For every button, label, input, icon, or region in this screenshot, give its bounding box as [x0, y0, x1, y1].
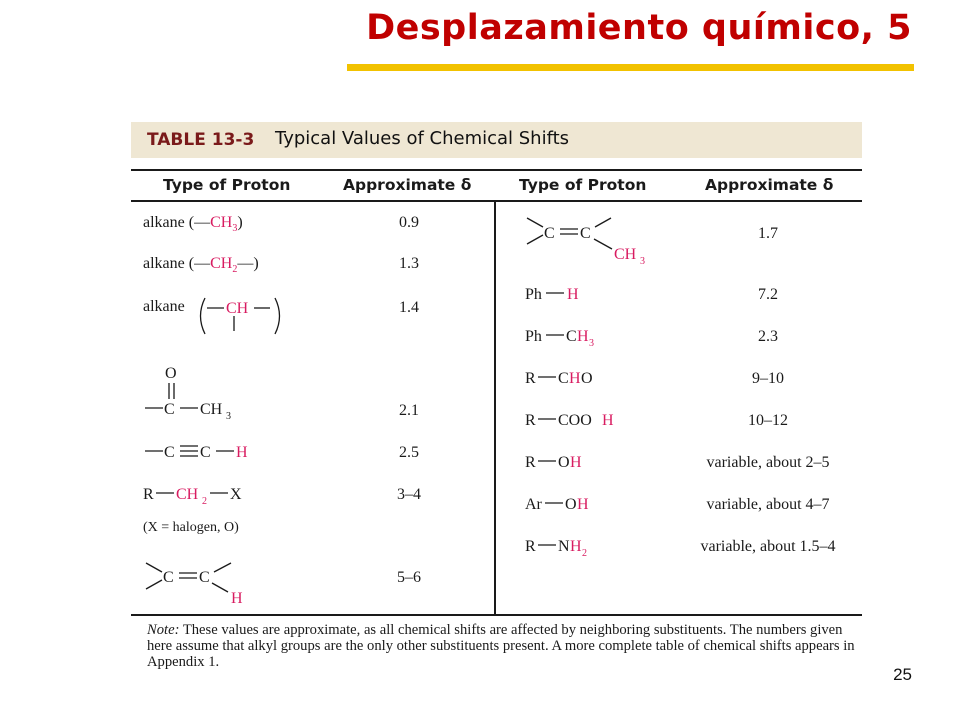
table-caption: Typical Values of Chemical Shifts — [275, 128, 570, 149]
right-row-3-value: 2.3 — [758, 328, 778, 345]
right-row-2-value: 7.2 — [758, 286, 778, 303]
note-text: These values are approximate, as all chemical shifts are affected by neighboring substituents. The numbers given here assume that alkyl groups are the only other substituents present. A more complete table of chemical shifts appears in Appendix 1. — [147, 622, 855, 670]
svg-text:C: C — [558, 370, 569, 387]
svg-text:R: R — [525, 538, 536, 555]
left-row-6-note: (X = halogen, O) — [143, 520, 239, 535]
svg-text:R: R — [525, 412, 536, 429]
left-row-6-value: 3–4 — [397, 486, 421, 503]
svg-text:Ar: Ar — [525, 496, 542, 513]
ketone-structure — [145, 365, 231, 422]
svg-text:2: 2 — [202, 496, 207, 507]
svg-text:R: R — [143, 486, 154, 503]
table-number: TABLE 13-3 — [147, 130, 255, 150]
svg-text:H: H — [569, 370, 581, 387]
right-row-8-value: variable, about 1.5–4 — [700, 538, 836, 555]
svg-text:H: H — [577, 496, 589, 513]
svg-text:C: C — [200, 444, 211, 461]
svg-text:C: C — [566, 328, 577, 345]
svg-text:O: O — [558, 454, 570, 471]
svg-text:CH: CH — [176, 486, 199, 503]
page-number: 25 — [893, 665, 912, 684]
slide-title: Desplazamiento químico, 5 — [366, 8, 912, 48]
amine-structure — [525, 538, 587, 559]
svg-text:H: H — [567, 286, 579, 303]
svg-text:Ph: Ph — [525, 286, 542, 303]
left-row-1-type: alkane $(—CH_3)$ — [143, 214, 243, 235]
left-row-2-name: alkane — [143, 255, 185, 272]
col-header-type-left: Type of Proton — [163, 176, 291, 194]
svg-text:2: 2 — [582, 548, 587, 559]
alkyne-structure — [145, 444, 248, 461]
benzylic-structure — [525, 328, 594, 349]
svg-text:C: C — [164, 401, 175, 418]
svg-text:C: C — [163, 569, 174, 586]
svg-text:3: 3 — [589, 338, 594, 349]
svg-text:3: 3 — [640, 256, 645, 267]
table-note — [147, 622, 857, 670]
svg-text:H: H — [577, 328, 589, 345]
vinyl-structure — [146, 563, 243, 607]
left-row-1-name: alkane — [143, 214, 185, 231]
svg-text:H: H — [231, 590, 243, 607]
halide-structure — [143, 486, 242, 507]
svg-text:H: H — [236, 444, 248, 461]
alcohol-structure — [525, 454, 582, 471]
left-row-5-value: 2.5 — [399, 444, 419, 461]
left-row-2-value: 1.3 — [399, 255, 419, 272]
svg-text:C: C — [544, 225, 555, 242]
svg-text:R: R — [525, 454, 536, 471]
aromatic-h-structure — [525, 286, 579, 303]
svg-text:CH: CH — [226, 300, 249, 317]
left-row-4-value: 2.1 — [399, 402, 419, 419]
svg-text:O: O — [165, 365, 177, 382]
right-row-7-value: variable, about 4–7 — [706, 496, 830, 513]
phenol-structure — [525, 496, 589, 513]
left-row-3-value: 1.4 — [399, 299, 419, 316]
svg-text:H: H — [602, 412, 614, 429]
svg-text:X: X — [230, 486, 242, 503]
svg-text:C: C — [580, 225, 591, 242]
svg-text:N: N — [558, 538, 570, 555]
left-row-1-value: 0.9 — [399, 214, 419, 231]
svg-text:O: O — [581, 370, 593, 387]
aldehyde-structure — [525, 370, 593, 387]
note-label: Note: — [147, 622, 180, 638]
acid-structure — [525, 412, 614, 429]
methine-structure — [201, 298, 280, 334]
left-row-2-type: alkane $(—CH_2—)$ — [143, 255, 259, 276]
svg-text:O: O — [565, 496, 577, 513]
col-header-approx-right: Approximate δ — [705, 176, 834, 194]
left-row-3-name: alkane — [143, 298, 185, 315]
left-row-7-value: 5–6 — [397, 569, 421, 586]
svg-text:C: C — [199, 569, 210, 586]
svg-text:C: C — [164, 444, 175, 461]
right-row-5-value: 10–12 — [748, 412, 788, 429]
col-header-type-right: Type of Proton — [519, 176, 647, 194]
svg-text:COO: COO — [558, 412, 592, 429]
allylic-structure — [527, 218, 645, 267]
svg-text:R: R — [525, 370, 536, 387]
right-row-6-value: variable, about 2–5 — [706, 454, 830, 471]
svg-text:CH: CH — [200, 401, 223, 418]
right-row-1-value: 1.7 — [758, 225, 778, 242]
svg-text:3: 3 — [226, 411, 231, 422]
svg-text:H: H — [570, 538, 582, 555]
svg-text:CH: CH — [614, 246, 637, 263]
right-row-4-value: 9–10 — [752, 370, 784, 387]
svg-text:H: H — [570, 454, 582, 471]
svg-text:Ph: Ph — [525, 328, 542, 345]
col-header-approx-left: Approximate δ — [343, 176, 472, 194]
